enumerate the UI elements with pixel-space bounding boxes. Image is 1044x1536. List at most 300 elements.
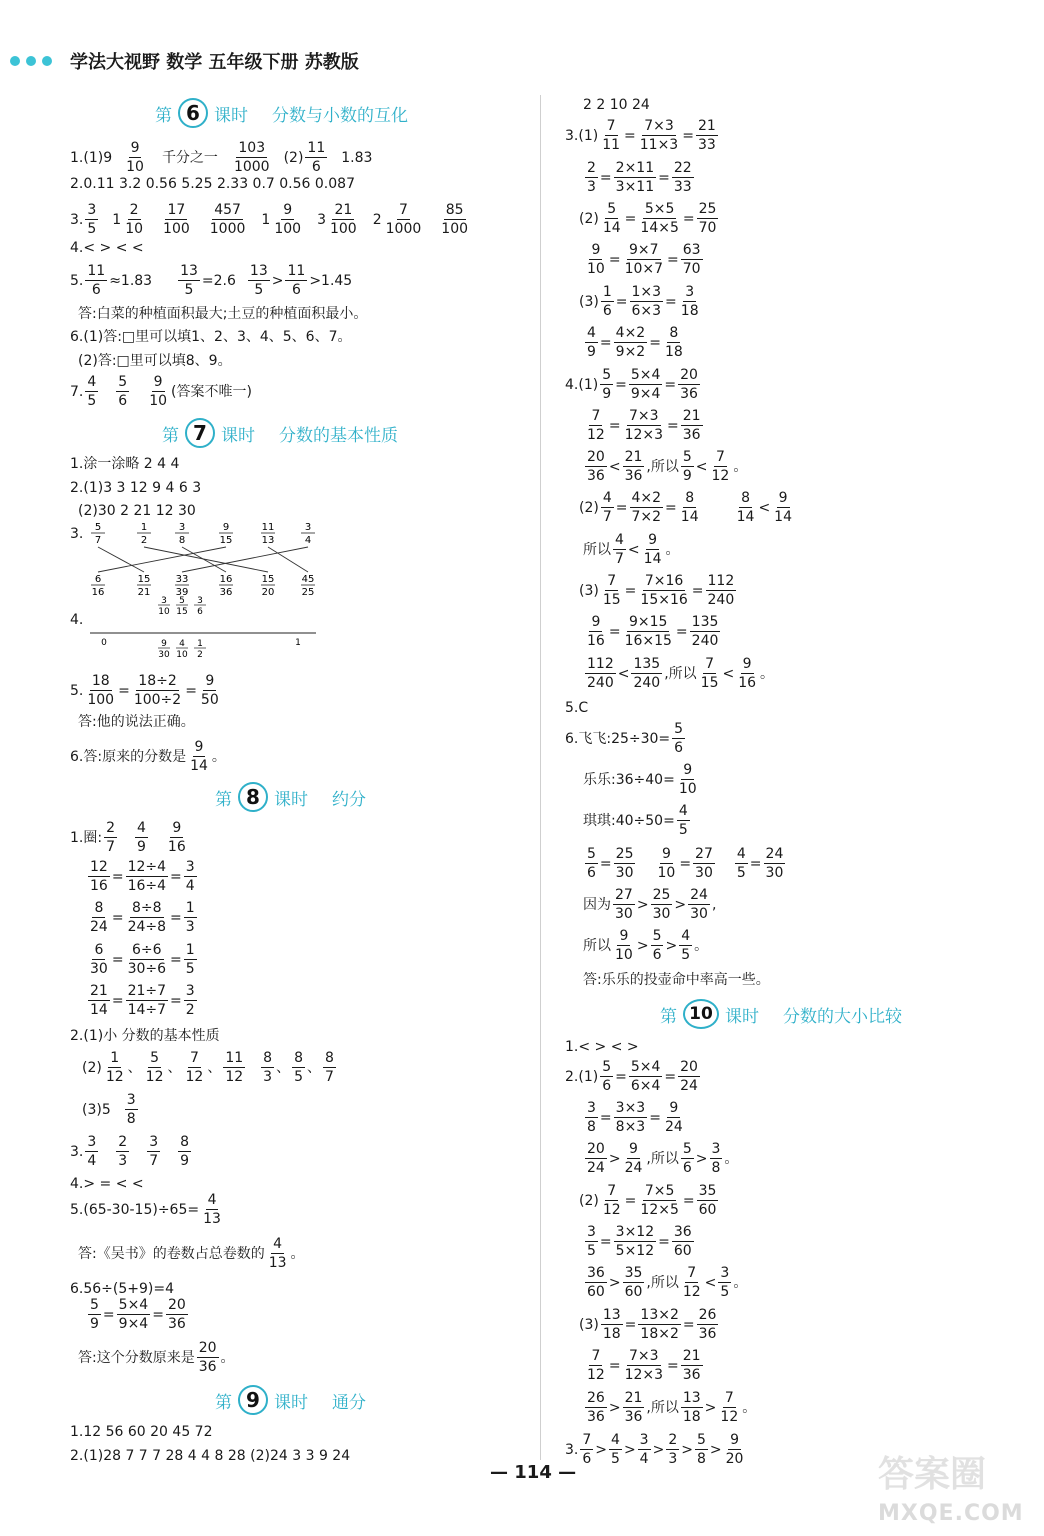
fraction: [585, 1391, 607, 1424]
fraction: [166, 1298, 188, 1331]
equals-sign: =: [664, 1068, 677, 1085]
item-number: (2): [82, 1059, 102, 1076]
lesson-prefix: 第: [215, 1392, 232, 1413]
text: 2.(1)3 3 12 9 4 6 3: [70, 480, 202, 496]
numerator: 25: [652, 887, 671, 903]
fraction: [638, 202, 680, 235]
text: 2.(1)28 7 7 7 28 4 4 8 28 (2)24 3 3 9 24: [70, 1448, 351, 1464]
item-number: 2.(1): [565, 1068, 599, 1085]
fraction: [323, 1051, 336, 1084]
lesson-heading: [155, 98, 408, 128]
svg-text:5: 5: [94, 522, 102, 533]
equals-sign: =: [675, 623, 688, 640]
denominator: 14: [190, 758, 208, 774]
denominator: 36: [682, 1367, 701, 1383]
fraction: [261, 1051, 274, 1084]
answer-line: [579, 285, 703, 318]
answer-line: [70, 1029, 220, 1043]
separator: 、: [127, 1059, 142, 1076]
numerator: 25: [698, 201, 717, 217]
equals-sign: =: [615, 376, 627, 393]
answer-line: [70, 1282, 174, 1296]
denominator: 60: [673, 1243, 692, 1259]
numerator: 13: [249, 263, 268, 279]
lesson-number-badge: 6: [178, 98, 208, 128]
fraction: [697, 202, 719, 235]
denominator: 12×3: [624, 1367, 664, 1383]
svg-text:1: 1: [140, 522, 148, 533]
denominator: 10: [657, 865, 676, 881]
equals-sign: =: [111, 909, 124, 926]
fraction: [126, 984, 168, 1017]
equals-sign: =: [624, 1316, 637, 1333]
denominator: 10: [587, 261, 605, 277]
denominator: 15: [602, 592, 621, 608]
numerator: 7: [607, 573, 617, 589]
denominator: 36: [624, 468, 643, 484]
denominator: 10: [176, 650, 188, 660]
numerator: 4: [179, 639, 185, 649]
fraction: [638, 574, 689, 607]
answer-line: [70, 821, 190, 854]
fraction: [663, 326, 685, 359]
numerator: 457: [214, 202, 241, 218]
denominator: 9: [90, 1316, 99, 1332]
fraction: [305, 141, 327, 174]
answer-line: [583, 929, 708, 962]
numerator: 5: [118, 374, 128, 390]
fraction: [699, 657, 721, 690]
denominator: 15: [176, 607, 188, 617]
numerator: 2: [668, 1432, 678, 1448]
denominator: 11: [602, 137, 621, 153]
fraction: [580, 1433, 593, 1466]
text: >1.45: [309, 272, 353, 289]
text: (2)答:□里可以填8、9。: [78, 353, 232, 369]
fraction: [147, 1135, 160, 1168]
lesson-topic: 通分: [332, 1392, 366, 1413]
numerator: 8: [263, 1050, 273, 1066]
fraction: [681, 450, 694, 483]
lesson-number-badge: 10: [683, 999, 719, 1029]
answer-line: [70, 203, 472, 236]
denominator: 6: [197, 607, 203, 617]
fraction: [184, 1051, 206, 1084]
denominator: 30: [90, 961, 108, 977]
numerator: 7×3: [629, 1348, 659, 1364]
compare-sign: >: [636, 937, 649, 954]
equals-sign: =: [599, 855, 612, 872]
text: 6.飞飞:25÷30=: [565, 730, 671, 747]
answer-line: [78, 354, 232, 368]
denominator: 12: [145, 1069, 164, 1085]
item-number: 3.: [70, 211, 84, 228]
top-fraction: [219, 522, 233, 546]
fraction: [88, 1298, 101, 1331]
equals-sign: =: [170, 992, 182, 1009]
fraction: [614, 1101, 648, 1134]
fraction: [697, 1308, 719, 1341]
answer-line: [70, 330, 351, 344]
denominator: 5: [720, 1284, 730, 1300]
fraction: [609, 1433, 622, 1466]
equals-sign: =: [649, 334, 661, 351]
answer-line: [583, 1349, 705, 1382]
fraction: [585, 1101, 598, 1134]
book-title: 学法大视野 数学 五年级下册 苏教版: [70, 52, 359, 73]
answer-line: [579, 1184, 720, 1217]
denominator: 12: [720, 1409, 739, 1425]
item-number: 5.: [70, 272, 84, 289]
fraction: [623, 450, 645, 483]
denominator: 70: [682, 261, 701, 277]
denominator: 60: [624, 1284, 643, 1300]
equals-sign: =: [170, 909, 182, 926]
fraction: [161, 203, 192, 236]
answer-line: [82, 1051, 338, 1084]
fraction: [88, 860, 110, 893]
fraction: [681, 409, 703, 442]
denominator: 100: [441, 221, 469, 237]
numerator: 35: [624, 1265, 643, 1281]
fraction: [642, 533, 664, 566]
numerator: 8: [294, 1050, 303, 1066]
fraction: [585, 450, 607, 483]
denominator: 8: [587, 1119, 596, 1135]
equals-sign: =: [615, 1068, 627, 1085]
fraction: [601, 1184, 623, 1217]
fraction: [724, 1433, 746, 1466]
numerator: 4: [273, 1236, 283, 1252]
numerator: 7: [606, 118, 616, 134]
answer-line: [583, 326, 687, 359]
denominator: 9: [180, 1153, 190, 1169]
lesson-suffix: 课时: [274, 789, 308, 810]
svg-text:25: 25: [301, 587, 315, 598]
numerator: 3: [87, 1134, 97, 1150]
fraction: [184, 943, 197, 976]
separator: 、: [207, 1059, 222, 1076]
denominator: 36: [587, 1409, 605, 1425]
answer-line: [565, 368, 702, 401]
numerator: 7: [724, 1390, 734, 1406]
denominator: 5: [294, 1069, 303, 1085]
numerator: 3: [587, 1100, 596, 1116]
answer-line: [70, 481, 201, 495]
item-number: (3): [579, 293, 599, 310]
svg-text:13: 13: [261, 535, 275, 546]
answer-line: [70, 674, 223, 707]
denominator: 1000: [233, 159, 270, 175]
numerator: 8: [741, 490, 750, 506]
fraction: [147, 375, 169, 408]
svg-text:16: 16: [91, 587, 105, 598]
text: 。: [724, 1150, 739, 1167]
equals-sign: =: [664, 376, 677, 393]
numerator: 8: [325, 1050, 334, 1066]
text: 。: [290, 1245, 305, 1262]
numerator: 25: [615, 846, 634, 862]
fraction: [629, 368, 663, 401]
answer-line: [565, 722, 687, 755]
item-number: (3): [579, 582, 599, 599]
answer-line: [82, 1093, 140, 1126]
denominator: 6: [91, 282, 101, 298]
denominator: 6: [118, 393, 128, 409]
lesson-prefix: 第: [215, 789, 232, 810]
equals-sign: =: [608, 417, 621, 434]
equals-sign: =: [608, 623, 621, 640]
equals-sign: =: [615, 293, 628, 310]
text: ≈1.83: [109, 272, 153, 289]
denominator: 10: [678, 781, 697, 797]
fraction: [681, 1349, 703, 1382]
numerator: 21: [90, 983, 108, 999]
answer-line: [70, 141, 372, 174]
answer-line: [78, 715, 195, 729]
text: ,所以: [664, 665, 697, 682]
numerator: 9: [161, 639, 167, 649]
denominator: 12×5: [640, 1202, 679, 1218]
numerator: 9: [194, 739, 204, 755]
fraction: [292, 1051, 305, 1084]
text: 琪琪:40÷50=: [583, 812, 675, 829]
denominator: 30: [690, 906, 708, 922]
answer-line: [78, 1341, 235, 1374]
numerator: 21: [334, 202, 353, 218]
fraction: [623, 615, 674, 648]
fraction: [693, 847, 715, 880]
fraction: [384, 203, 424, 236]
compare-sign: >: [608, 1274, 621, 1291]
page-number: — 114 —: [490, 1462, 577, 1483]
lesson-heading: [162, 418, 398, 448]
denominator: 18: [602, 1326, 621, 1342]
numerator: 4: [736, 846, 746, 862]
fraction: [601, 1308, 623, 1341]
fraction: [681, 1142, 694, 1175]
item-number: 1.(1)9: [70, 149, 113, 166]
numerator: 4: [587, 325, 596, 341]
numerator: 8: [669, 325, 679, 341]
fraction: [688, 888, 710, 921]
fraction: [631, 657, 662, 690]
fraction: [585, 1142, 607, 1175]
denominator: 36: [167, 1316, 186, 1332]
equals-sign: =: [667, 1357, 679, 1374]
fraction: [85, 1135, 98, 1168]
answer-line: [583, 409, 705, 442]
denominator: 6: [587, 865, 596, 881]
text: ,: [711, 896, 717, 913]
denominator: 10×7: [624, 261, 664, 277]
equals-sign: =: [691, 582, 704, 599]
column-divider: [540, 95, 541, 1460]
matching-line: [182, 547, 308, 572]
equals-sign: =: [624, 210, 637, 227]
lesson-prefix: 第: [660, 1006, 677, 1027]
numerator: 5: [587, 846, 596, 862]
svg-text:45: 45: [301, 574, 315, 585]
numerator: 1: [602, 284, 612, 300]
denominator: 100: [163, 221, 190, 237]
fraction: [718, 1266, 731, 1299]
denominator: 30: [158, 650, 170, 660]
denominator: 1000: [385, 221, 422, 237]
denominator: 13: [268, 1255, 287, 1271]
denominator: 6: [291, 282, 301, 298]
equals-sign: =: [185, 682, 197, 699]
fraction: [614, 1225, 656, 1258]
text: 2.(1)小 分数的基本性质: [70, 1028, 220, 1044]
answer-line: [583, 1142, 738, 1175]
lesson-suffix: 课时: [221, 425, 255, 446]
numerator: 11: [307, 140, 326, 156]
answer-line: [583, 973, 770, 987]
fraction: [651, 929, 664, 962]
answer-line: [583, 763, 701, 796]
answer-line: [70, 1449, 350, 1463]
numerator: 5×4: [118, 1297, 149, 1313]
denominator: 240: [633, 675, 661, 691]
denominator: 5: [736, 865, 746, 881]
lesson-topic: 分数与小数的互化: [272, 105, 408, 126]
fraction: [677, 763, 699, 796]
numerator: 5: [602, 367, 612, 383]
answer-line: [583, 1101, 687, 1134]
text: ,所以: [646, 1150, 679, 1167]
lesson-number-badge: 8: [238, 782, 268, 812]
numerator: 1: [110, 1050, 120, 1066]
denominator: 16: [167, 839, 186, 855]
denominator: 16×15: [624, 633, 672, 649]
text: 。: [733, 1274, 748, 1291]
lesson-heading: [215, 782, 366, 812]
answer-line: [70, 1177, 144, 1191]
fraction: [585, 1225, 598, 1258]
fraction: [85, 674, 116, 707]
answer-line: [583, 804, 692, 837]
compare-sign: >: [623, 1441, 636, 1458]
numerator: 6÷6: [132, 942, 162, 958]
denominator: 2: [185, 1002, 195, 1018]
svg-text:3: 3: [304, 522, 312, 533]
fraction: [126, 860, 168, 893]
fraction: [690, 615, 721, 648]
equals-sign: =: [599, 1233, 612, 1250]
numerator: 3×3: [615, 1100, 646, 1116]
numerator: 1: [185, 942, 195, 958]
answer-line: [579, 491, 796, 524]
answer-line: [583, 615, 722, 648]
fraction: [613, 888, 635, 921]
compare-sign: <: [704, 1274, 717, 1291]
denominator: 16÷4: [127, 878, 167, 894]
numerator: 3: [126, 1092, 136, 1108]
numerator: 4×2: [631, 490, 662, 506]
lesson-heading: [660, 999, 902, 1029]
denominator: 6: [602, 303, 612, 319]
fraction: [135, 821, 148, 854]
denominator: 240: [587, 675, 614, 691]
text: 5.C: [565, 700, 589, 716]
fraction: [718, 1391, 740, 1424]
denominator: 5: [254, 282, 264, 298]
fraction: [623, 1391, 645, 1424]
numerator: 2: [106, 820, 115, 836]
denominator: 36: [587, 468, 605, 484]
answer-line: [565, 1040, 639, 1054]
text: 1: [261, 211, 271, 228]
fraction: [585, 615, 607, 648]
numerator: 103: [238, 140, 266, 156]
numerator: 5: [696, 1432, 706, 1448]
numerator: 6: [94, 942, 104, 958]
compare-sign: >: [608, 1399, 621, 1416]
fraction: [132, 674, 183, 707]
numerator: 4: [678, 803, 688, 819]
fraction: [88, 943, 110, 976]
top-fraction: [91, 522, 105, 546]
fraction: [285, 264, 307, 297]
answer-line: [583, 243, 705, 276]
text: ,所以: [646, 1399, 679, 1416]
svg-text:16: 16: [219, 574, 233, 585]
item-number: (3): [579, 1316, 599, 1333]
fraction: [679, 491, 701, 524]
numerator: 9×15: [629, 614, 668, 630]
item-number: (2): [579, 1192, 599, 1209]
denominator: 12: [711, 468, 730, 484]
fraction: [88, 901, 110, 934]
lesson-suffix: 课时: [214, 105, 248, 126]
equals-sign: =: [170, 951, 182, 968]
fraction: [672, 1225, 694, 1258]
numerator: 1×3: [631, 284, 662, 300]
numerator: 20: [198, 1340, 217, 1356]
denominator: 3: [587, 179, 596, 195]
matching-line: [98, 547, 144, 572]
answer-line: [70, 1193, 225, 1226]
fraction: [585, 1266, 607, 1299]
fraction: [623, 1266, 645, 1299]
fraction: [85, 203, 98, 236]
denominator: 10: [125, 221, 144, 237]
denominator: 12: [602, 1202, 621, 1218]
fraction: [585, 1349, 607, 1382]
fraction: [672, 722, 685, 755]
compare-sign: >: [704, 1399, 717, 1416]
separator: 、: [307, 1059, 321, 1076]
answer-line: [583, 888, 716, 921]
svg-text:15: 15: [219, 535, 233, 546]
numerator: 26: [698, 1307, 717, 1323]
fraction: [623, 1349, 665, 1382]
fraction: [623, 1142, 645, 1175]
answer-line: [70, 241, 144, 255]
numerator: 9: [591, 614, 601, 630]
answer-line: [70, 1425, 213, 1439]
numerator: 20: [167, 1297, 186, 1313]
numerator: 18÷2: [138, 673, 177, 689]
item-number: (2): [579, 499, 599, 516]
numerator: 5: [682, 449, 692, 465]
denominator: 6: [674, 740, 684, 756]
matching-line: [182, 547, 226, 572]
svg-text:15: 15: [137, 574, 151, 585]
item-number: 4.(1): [565, 376, 599, 393]
denominator: 10: [615, 947, 633, 963]
